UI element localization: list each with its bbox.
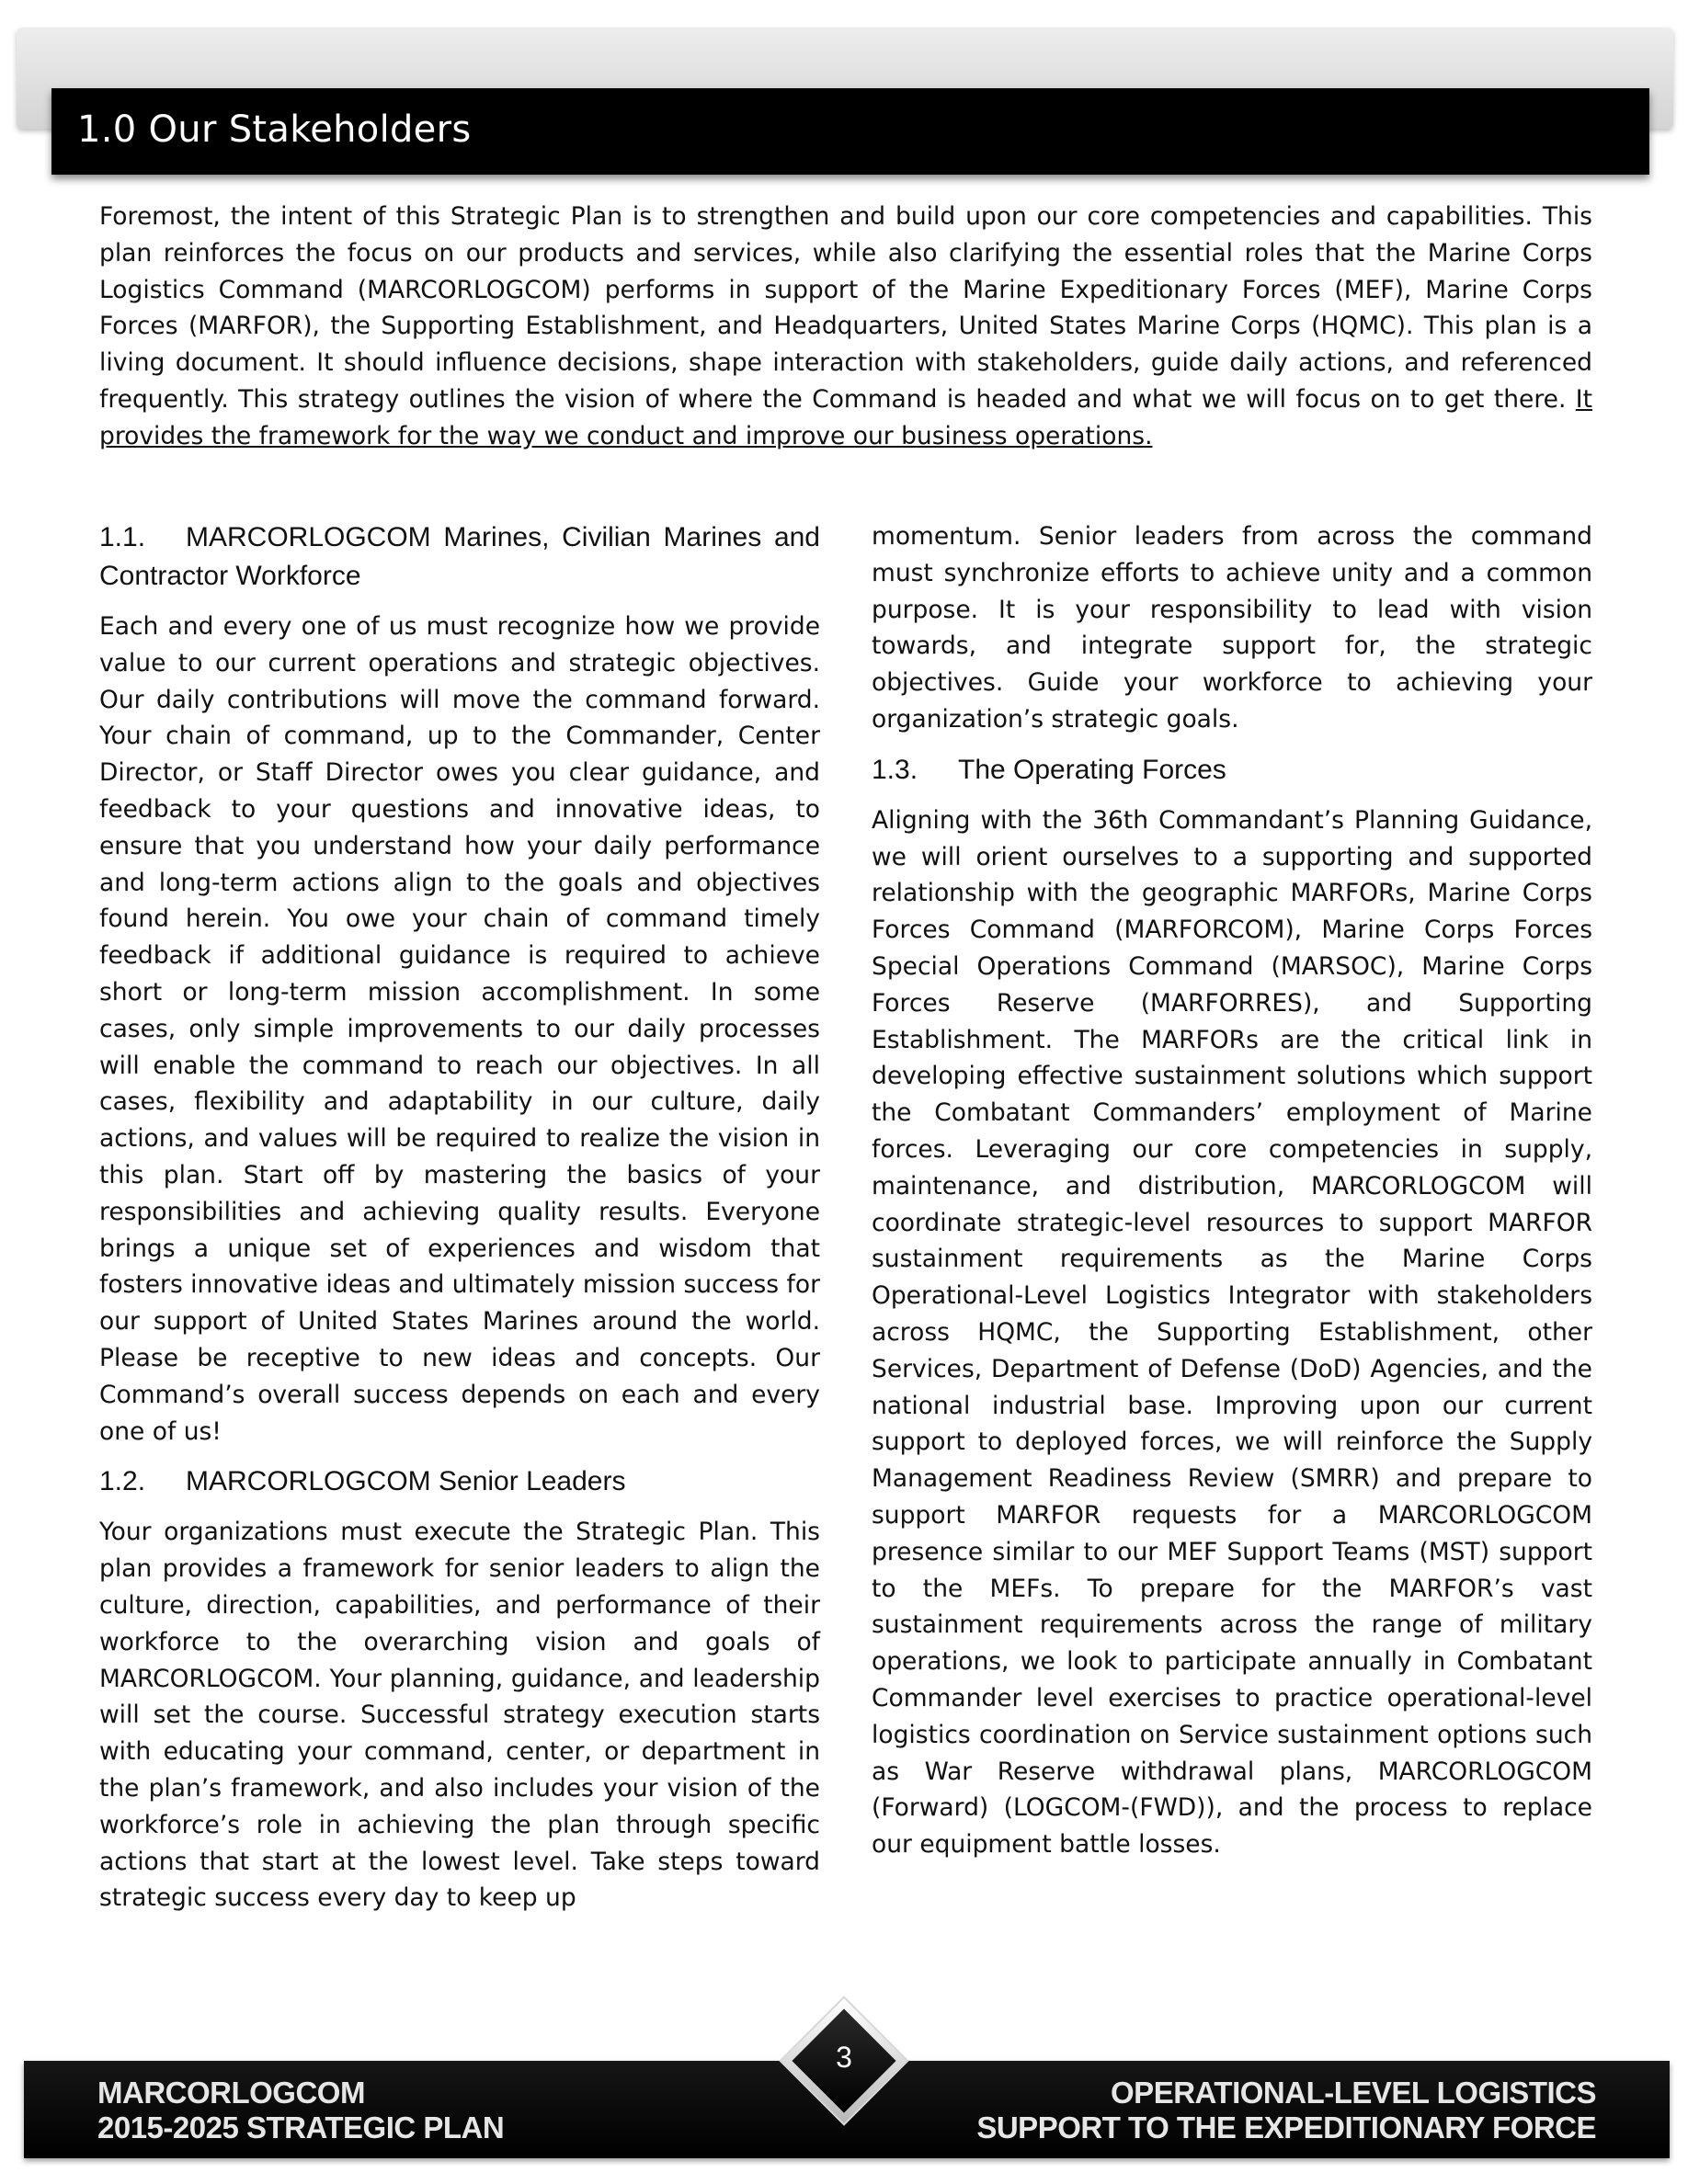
page-title: 1.0 Our Stakeholders bbox=[77, 108, 472, 151]
section-1-2-heading bbox=[99, 1462, 820, 1501]
footer-tagline-line2: SUPPORT TO THE EXPEDITIONARY FORCE bbox=[976, 2110, 1596, 2144]
section-1-2-title: MARCORLOGCOM Senior Leaders bbox=[186, 1466, 626, 1497]
section-1-2-text: Your organizations must execute the Strategic Plan. This plan provides a framework for senior leaders to align the culture, direction, capabilities, and performance of their workforce to the overarching vision and goals of MARCORLOGCOM. Your planning, guidance, and leadership will set the course. Successful strategy execution starts with educating your command, center, or department in the plan’s framework, and also includes your vision of the workforce’s role in achieving the plan through specific actions that start at the lowest level. Take steps toward strategic success every day to keep up bbox=[99, 1518, 820, 1913]
section-1-3-heading bbox=[872, 751, 1592, 790]
section-1-3-title: The Operating Forces bbox=[958, 754, 1226, 785]
right-column bbox=[872, 518, 1592, 1876]
section-1-1-title: MARCORLOGCOM Marines, Civilian Marines and Contractor Workforce bbox=[99, 522, 820, 591]
section-1-3-text: Aligning with the 36th Commandant’s Planning Guidance, we will orient ourselves to a supporting and supported relationship with the geographic MARFORs, Marine Corps Forces Command (MARFORCOM), Marine Corps Forces Special Operations Command (MARSOC), Marine Corps Forces Reserve (MARFORRES), and Supporting Establishment. The MARFORs are the critical link in developing effective sustainment solutions which support the Combatant Commanders’ employment of Marine forces. Leveraging our core competencies in supply, maintenance, and distribution, MARCORLOGCOM will coordinate strategic-level resources to support MARFOR sustainment requirements as the Marine Corps Operational-Level Logistics Integrator with stakeholders across HQMC, the Supporting Establishment, other Services, Department of Defense (DoD) Agencies, and the national industrial base. Improving upon our current support to deployed forces, we will reinforce the Supply Management Readiness Review (SMRR) and prepare to support MARFOR requests for a MARCORLOGCOM presence similar to our MEF Support Teams (MST) support to the MEFs. To prepare for the MARFOR’s vast sustainment requirements across the range of military operations, we look to participate annually in Combatant Commander level exercises to practice operational-level logistics coordination on Service sustainment options such as War Reserve withdrawal plans, MARCORLOGCOM (Forward) (LOGCOM-(FWD)), and the process to replace our equipment battle losses. bbox=[872, 805, 1592, 1860]
section-title-bar bbox=[51, 88, 1649, 175]
section-1-3-number: 1.3. bbox=[872, 754, 918, 785]
intro-paragraph bbox=[99, 199, 1592, 455]
intro-text: Foremost, the intent of this Strategic Plan is to strengthen and build upon our core competencies and capabilities. This plan reinforces the focus on our products and services, while also clarifying the essential roles that the Marine Corps Logistics Command (MARCORLOGCOM) performs in support of the Marine Expeditionary Forces (MEF), Marine Corps Forces (MARFOR), the Supporting Establishment, and Headquarters, United States Marine Corps (HQMC). This plan is a living document. It should influence decisions, shape interaction with stakeholders, guide daily actions, and referenced frequently. This strategy outlines the vision of where the Command is headed and what we will focus on to get there. bbox=[99, 202, 1592, 414]
section-1-1-number: 1.1. bbox=[99, 522, 146, 552]
footer-org-name: MARCORLOGCOM bbox=[97, 2076, 365, 2110]
section-1-2-number: 1.2. bbox=[99, 1466, 146, 1497]
section-1-1-text: Each and every one of us must recognize how we provide value to our current operations and strategic objectives. Our daily contributions will move the command forward. Your chain of command, up to the Commander, Center Director, or Staff Director owes you clear guidance, and feedback to your questions and innovative ideas, to ensure that you understand how your daily performance and long-term actions align to the goals and objectives found herein. You owe your chain of command timely feedback if additional guidance is required to achieve short or long-term mission accomplishment. In some cases, only simple improvements to our daily processes will enable the command to reach our objectives. In all cases, flexibility and adaptability in our culture, daily actions, and values will be required to realize the vision in this plan. Start off by mastering the basics of your responsibilities and achieving quality results. Everyone brings a unique set of experiences and wisdom that fosters innovative ideas and ultimately mission success for our support of United States Marines around the world. Please be receptive to new ideas and concepts. Our Command’s overall success depends on each and every one of us! bbox=[99, 612, 820, 1446]
footer-tagline-line1: OPERATIONAL-LEVEL LOGISTICS bbox=[1111, 2076, 1596, 2110]
page-number: 3 bbox=[836, 2041, 852, 2074]
section-1-1-heading bbox=[99, 518, 820, 596]
footer-plan-name: 2015-2025 STRATEGIC PLAN bbox=[97, 2110, 505, 2144]
footer-left-title bbox=[97, 2076, 504, 2145]
left-column bbox=[99, 518, 820, 1929]
footer-right-title bbox=[976, 2076, 1596, 2145]
intro-underlined-text: It provides the framework for the way we conduct and improve our business operations. bbox=[99, 384, 1592, 450]
section-1-2-continued-text: momentum. Senior leaders from across the command must synchronize efforts to achieve unity and a common purpose. It is your responsibility to lead with vision towards, and integrate support for, the strategic objectives. Guide your workforce to achieving your organization’s strategic goals. bbox=[872, 522, 1592, 734]
